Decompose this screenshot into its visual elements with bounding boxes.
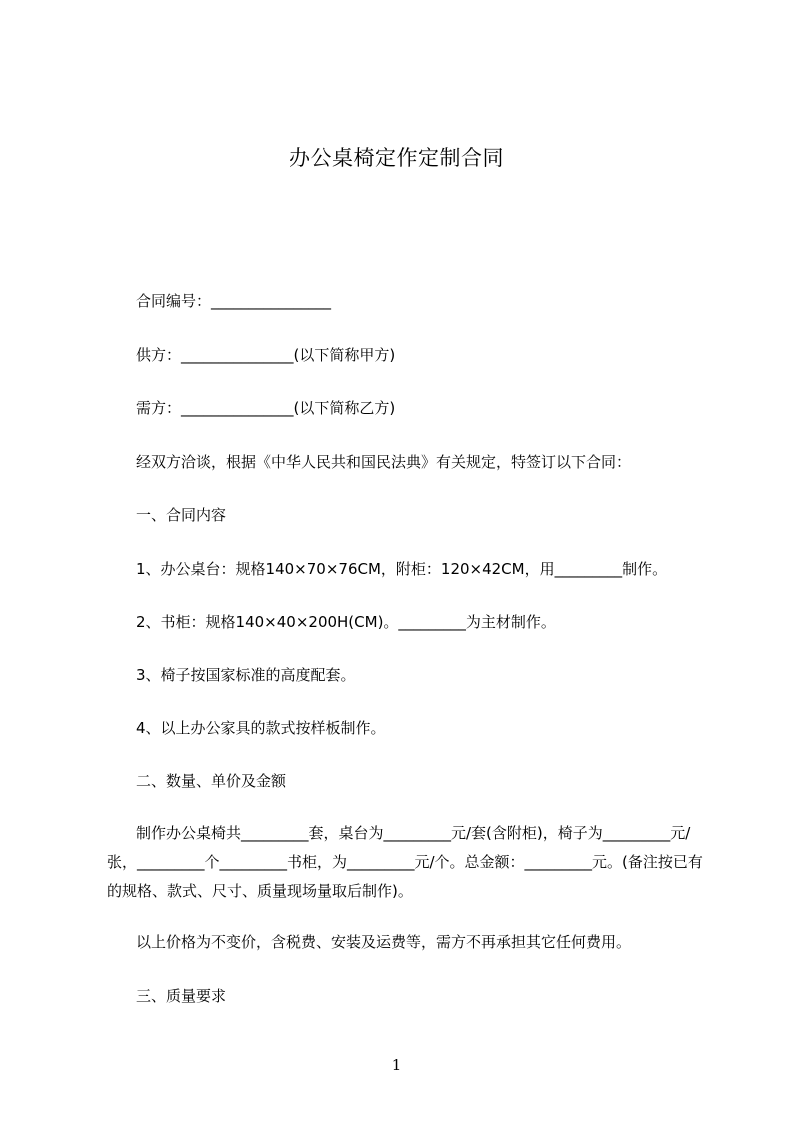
section-2-paragraph [107,819,707,906]
section-1-item-2: 2、书柜：规格140×40×200H(CM)。_________为主材制作。 [136,613,556,631]
contract-number-field: 合同编号：________________ [136,292,332,310]
section-2-paragraph-text: 制作办公桌椅共_________套，桌台为_________元/套(含附柜)，椅子为_________元/张，_________个_________书柜，为_________元/个。总金额：_________元。(备注按已有的规格、款式、尺寸、质量现场量取后制作)。 [107,824,703,900]
section-1-heading: 一、合同内容 [136,506,227,524]
section-1-item-1: 1、办公桌台：规格140×70×76CM，附柜：120×42CM，用_________制作。 [136,560,668,578]
buyer-field: 需方：_______________(以下简称乙方) [136,399,396,417]
page-number: 1 [391,1056,402,1074]
section-1-item-3: 3、椅子按国家标准的高度配套。 [136,666,356,684]
section-3-heading: 三、质量要求 [136,987,227,1005]
section-2-note: 以上价格为不变价，含税费、安装及运费等，需方不再承担其它任何费用。 [136,933,632,951]
section-2-heading: 二、数量、单价及金额 [136,772,287,790]
document-title: 办公桌椅定作定制合同 [289,146,504,170]
supplier-field: 供方：_______________(以下简称甲方) [136,346,396,364]
intro-text: 经双方洽谈，根据《中华人民共和国民法典》有关规定，特签订以下合同： [136,453,632,471]
section-1-item-4: 4、以上办公家具的款式按样板制作。 [136,719,386,737]
